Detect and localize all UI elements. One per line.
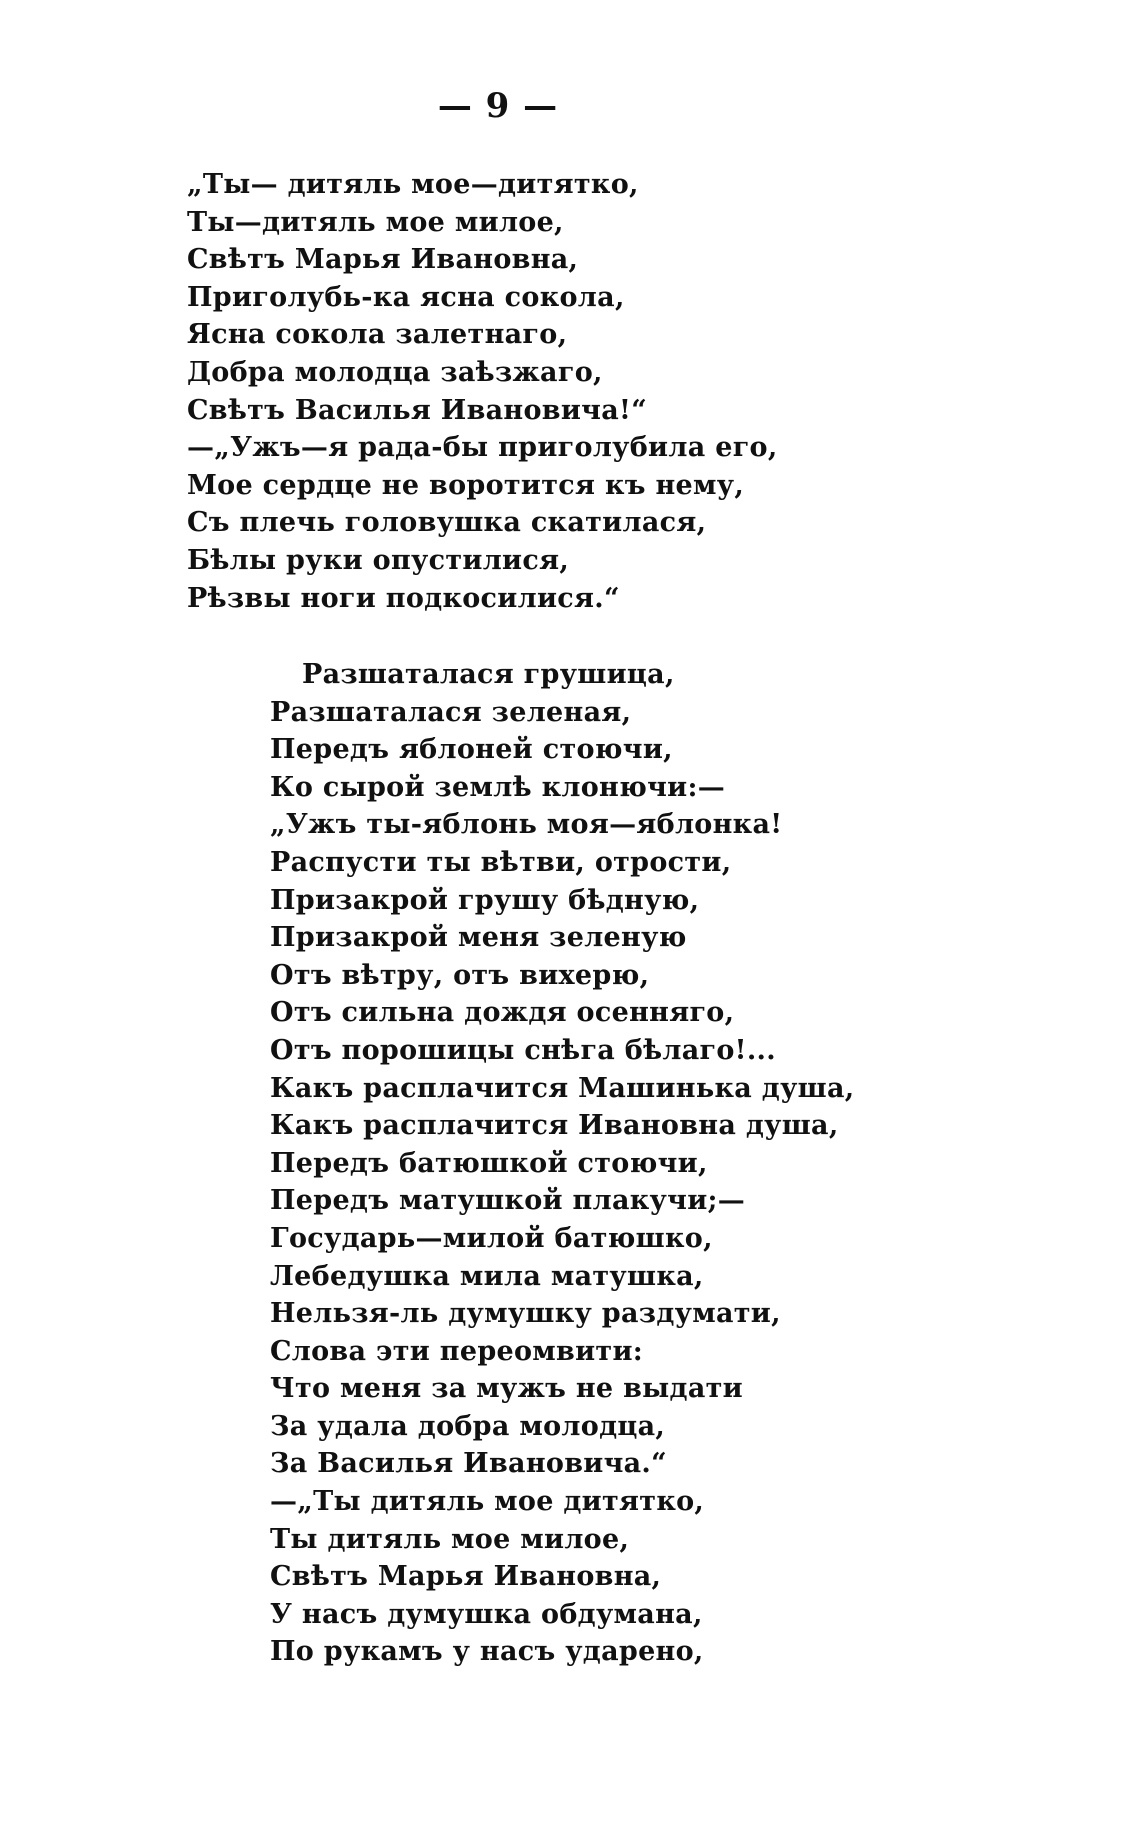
verse-line: „Ужъ ты-яблонь моя—яблонка! bbox=[270, 809, 783, 841]
stanza-1 bbox=[187, 166, 778, 617]
verse-line: Призакрой грушу бѣдную, bbox=[270, 884, 700, 916]
verse-line: „Ты— дитяль мое—дитятко, bbox=[187, 169, 639, 200]
verse-line: Призакрой меня зеленую bbox=[270, 922, 687, 954]
verse-line: Приголубь-ка ясна сокола, bbox=[187, 281, 625, 313]
verse-line: За Василья Ивановича.“ bbox=[270, 1448, 667, 1480]
verse-line: За удала добра молодца, bbox=[270, 1410, 666, 1442]
verse-line: Свѣтъ Марья Ивановна, bbox=[270, 1561, 662, 1593]
verse-line: Какъ расплачится Ивановна душа, bbox=[270, 1110, 839, 1142]
verse-line: Свѣтъ Марья Ивановна, bbox=[187, 244, 579, 276]
verse-line: Передъ матушкой плакучи;— bbox=[270, 1185, 746, 1217]
verse-line: Ясна сокола залетнаго, bbox=[187, 319, 568, 351]
verse-line: Ты дитяль мое милое, bbox=[270, 1523, 630, 1555]
verse-line: По рукамъ у насъ ударено, bbox=[270, 1636, 704, 1668]
verse-line: Ты—дитяль мое милое, bbox=[187, 206, 564, 238]
verse-line: Мое сердце не воротится къ нему, bbox=[187, 469, 745, 501]
verse-line: Добра молодца заѣзжаго, bbox=[187, 356, 603, 388]
verse-line: Слова эти переомвити: bbox=[270, 1335, 644, 1367]
verse-line: Распусти ты вѣтви, отрости, bbox=[270, 846, 732, 878]
verse-line: Государь—милой батюшко, bbox=[270, 1222, 713, 1254]
verse-line: —„Ужъ—я рада-бы приголубила его, bbox=[187, 432, 778, 464]
verse-line: Разшаталася грушица, bbox=[302, 659, 675, 690]
verse-line: Нельзя-ль думушку раздумати, bbox=[270, 1298, 781, 1330]
verse-line: Что меня за мужъ не выдати bbox=[270, 1373, 743, 1405]
verse-line: Ко сырой землѣ клонючи:— bbox=[270, 771, 726, 803]
verse-line: Передъ батюшкой стоючи, bbox=[270, 1147, 708, 1179]
page-number: — 9 — bbox=[437, 86, 559, 126]
verse-line: Отъ порошицы снѣга бѣлаго!... bbox=[270, 1034, 776, 1066]
verse-line: Передъ яблоней стоючи, bbox=[270, 734, 673, 766]
verse-line: У насъ думушка обдумана, bbox=[270, 1598, 703, 1630]
verse-line: Бѣлы руки опустилися, bbox=[187, 544, 570, 576]
verse-line: —„Ты дитяль мое дитятко, bbox=[270, 1486, 705, 1518]
verse-line: Отъ сильна дождя осенняго, bbox=[270, 997, 735, 1029]
verse-line: Разшаталася зеленая, bbox=[270, 696, 632, 728]
verse-line: Съ плечь головушка скатилася, bbox=[187, 507, 707, 539]
verse-line: Рѣзвы ноги подкосилися.“ bbox=[187, 582, 620, 614]
verse-line: Отъ вѣтру, отъ вихерю, bbox=[270, 959, 650, 991]
stanza-2 bbox=[270, 656, 854, 1671]
verse-line: Свѣтъ Василья Ивановича!“ bbox=[187, 394, 648, 426]
verse-line: Какъ расплачится Машинька душа, bbox=[270, 1072, 855, 1104]
verse-line: Лебедушка мила матушка, bbox=[270, 1260, 704, 1292]
